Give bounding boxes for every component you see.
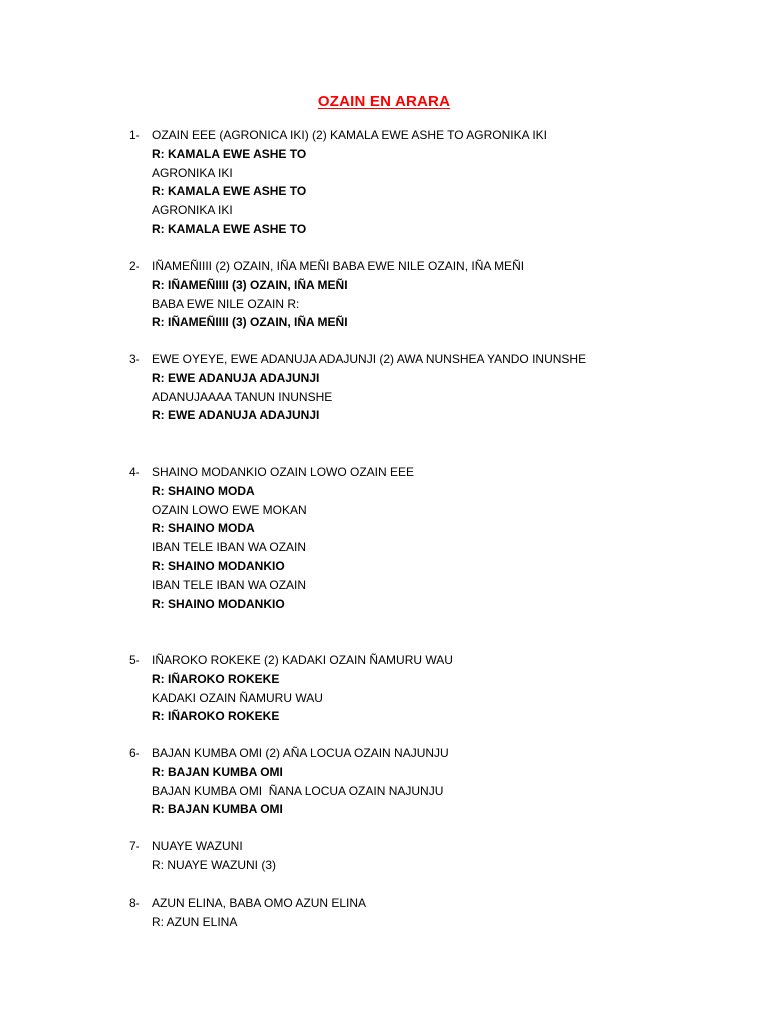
response-line: R: NUAYE WAZUNI (3) bbox=[152, 857, 277, 872]
response-line: R: EWE ADANUJA ADAJUNJI bbox=[152, 370, 320, 385]
response-line: R: SHAINO MODANKIO bbox=[152, 559, 285, 573]
verse-line: SHAINO MODANKIO OZAIN LOWO OZAIN EEE bbox=[152, 465, 415, 479]
response-line: R: IÑAROKO ROKEKE bbox=[152, 671, 280, 686]
item-number: 8- bbox=[129, 896, 140, 910]
verse-line: OZAIN LOWO EWE MOKAN bbox=[152, 502, 307, 517]
response-line: R: BAJAN KUMBA OMI bbox=[152, 764, 283, 779]
verse-line: OZAIN EEE (AGRONICA IKI) (2) KAMALA EWE ASHE TO AGRONIKA IKI bbox=[152, 128, 547, 142]
item-number: 1- bbox=[129, 128, 140, 142]
item-number: 2- bbox=[129, 259, 140, 273]
response-line: R: SHAINO MODANKIO bbox=[152, 596, 285, 611]
item-number: 3- bbox=[129, 352, 140, 366]
verse-line: BAJAN KUMBA OMI ÑANA LOCUA OZAIN NAJUNJU bbox=[152, 783, 444, 798]
verse-line: ADANUJAAAA TANUN INUNSHE bbox=[152, 389, 333, 404]
verse-line: IBAN TELE IBAN WA OZAIN bbox=[152, 540, 307, 555]
response-line: R: SHAINO MODA bbox=[152, 483, 255, 498]
verse-line: KADAKI OZAIN ÑAMURU WAU bbox=[152, 690, 323, 705]
item-number: 5- bbox=[129, 653, 140, 667]
response-line: R: KAMALA EWE ASHE TO bbox=[152, 146, 307, 161]
verse-line: IÑAROKO ROKEKE (2) KADAKI OZAIN ÑAMURU WAU bbox=[152, 653, 453, 667]
item-number: 7- bbox=[129, 839, 140, 853]
response-line: R: KAMALA EWE ASHE TO bbox=[152, 184, 307, 199]
verse-line: BAJAN KUMBA OMI (2) AÑA LOCUA OZAIN NAJUNJU bbox=[152, 746, 449, 760]
response-line: R: IÑAMEÑIIII (3) OZAIN, IÑA MEÑI bbox=[152, 277, 348, 292]
item-number: 4- bbox=[129, 465, 140, 479]
page-title: OZAIN EN ARARA bbox=[317, 93, 451, 110]
response-line: R: IÑAMEÑIIII (3) OZAIN, IÑA MEÑI bbox=[152, 315, 348, 330]
response-line: R: IÑAROKO ROKEKE bbox=[152, 709, 280, 724]
verse-line: IBAN TELE IBAN WA OZAIN bbox=[152, 577, 307, 592]
verse-line: EWE OYEYE, EWE ADANUJA ADAJUNJI (2) AWA NUNSHEA YANDO INUNSHE bbox=[152, 352, 587, 366]
response-line: R: BAJAN KUMBA OMI bbox=[152, 802, 283, 817]
verse-line: AGRONIKA IKI bbox=[152, 165, 233, 180]
item-number: 6- bbox=[129, 746, 140, 760]
response-line: R: SHAINO MODA bbox=[152, 521, 255, 536]
response-line: R: AZUN ELINA bbox=[152, 914, 238, 929]
verse-line: BABA EWE NILE OZAIN R: bbox=[152, 296, 300, 311]
response-line: R: KAMALA EWE ASHE TO bbox=[152, 222, 307, 236]
verse-line: NUAYE WAZUNI bbox=[152, 839, 243, 853]
verse-line: IÑAMEÑIIII (2) OZAIN, IÑA MEÑI BABA EWE NILE OZAIN, IÑA MEÑI bbox=[152, 259, 525, 273]
verse-line: AGRONIKA IKI bbox=[152, 203, 233, 218]
response-line: R: EWE ADANUJA ADAJUNJI bbox=[152, 408, 320, 423]
verse-line: AZUN ELINA, BABA OMO AZUN ELINA bbox=[152, 896, 367, 910]
